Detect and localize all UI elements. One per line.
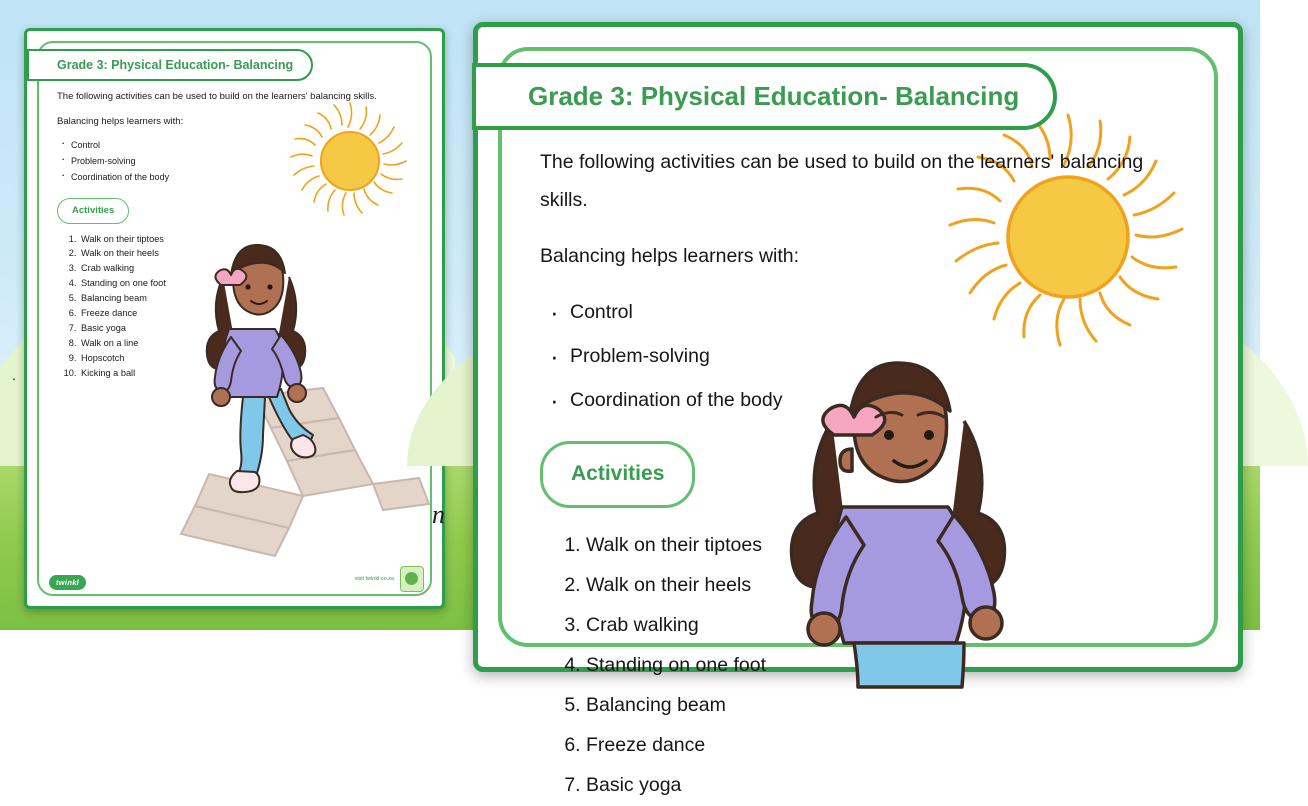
benefit-item: · Problem-solving: [570, 337, 1160, 375]
benefit-item: · Problem-solving: [71, 154, 402, 169]
visit-url-text: visit twinkl.co.za: [354, 576, 394, 582]
activity-item: 10. Kicking a ball: [79, 366, 402, 381]
benefit-item: · Coordination of the body: [570, 381, 1160, 419]
intro-paragraph-large: The following activities can be used to build on the learners' balancing skills.: [540, 151, 1144, 212]
activity-item: 7. Basic yoga: [79, 321, 402, 336]
activity-item: 2. Walk on their heels: [79, 246, 402, 261]
benefit-item: · Control: [570, 293, 1160, 331]
activity-item: 8. Walk on a line: [79, 336, 402, 351]
activity-item: 4. Standing on one foot: [79, 276, 402, 291]
activities-heading-large: Activities: [540, 441, 695, 508]
worksheet-text-small: [57, 89, 402, 381]
activity-item: 1. Walk on their tiptoes: [79, 232, 402, 247]
activity-item: 6. Freeze dance: [586, 726, 1160, 766]
benefits-list-large: [540, 293, 1160, 419]
activities-list-large: [540, 526, 1160, 806]
twinkl-footer-logo[interactable]: [49, 575, 86, 590]
activities-heading-small: Activities: [57, 198, 129, 224]
activity-item: 3. Crab walking: [79, 261, 402, 276]
page-title-small: Grade 3: Physical Education- Balancing: [27, 49, 313, 81]
activity-item: 1. Walk on their tiptoes: [586, 526, 1160, 566]
twinkl-badge-icon: [400, 566, 424, 592]
right-zoom-panel: [455, 0, 1260, 796]
worksheet-text-large: [540, 143, 1160, 806]
benefit-item: · Control: [71, 138, 402, 153]
worksheet-page-small[interactable]: [24, 28, 445, 609]
worksheet-page-large[interactable]: [473, 22, 1243, 796]
lead-in-small: Balancing helps learners with:: [57, 115, 184, 127]
activities-list-small: [57, 232, 402, 381]
activity-item: 3. Crab walking: [586, 606, 1160, 646]
activity-item: 5. Balancing beam: [79, 291, 402, 306]
annotation-dot: .: [12, 367, 16, 383]
page-footer-right: [355, 566, 424, 592]
page-title-large: Grade 3: Physical Education- Balancing: [472, 63, 1057, 130]
lead-in-large: Balancing helps learners with:: [540, 245, 800, 268]
benefit-item: · Coordination of the body: [71, 170, 402, 185]
twinkl-logo-text: twinkl: [49, 575, 86, 590]
activity-item: 5. Balancing beam: [586, 686, 1160, 726]
left-preview-panel: [0, 0, 455, 630]
activity-item: 6. Freeze dance: [79, 306, 402, 321]
activity-item: 7. Basic yoga: [586, 766, 1160, 806]
intro-paragraph-small: The following activities can be used to build on the learners' balancing skills.: [57, 91, 377, 102]
activity-item: 9. Hopscotch: [79, 351, 402, 366]
benefits-list-small: [57, 138, 402, 185]
annotation-letter: n: [432, 500, 445, 529]
activity-item: 4. Standing on one foot: [586, 646, 1160, 686]
activity-item: 2. Walk on their heels: [586, 566, 1160, 606]
